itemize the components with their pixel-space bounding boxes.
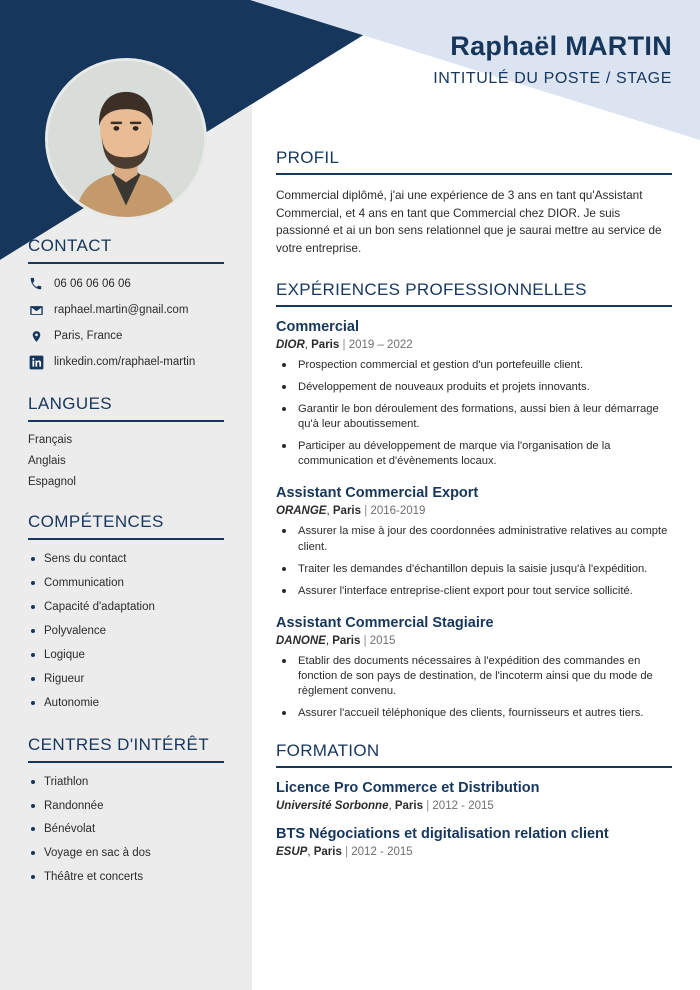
- langues-section: [28, 394, 224, 488]
- meta-separator: |: [342, 338, 346, 351]
- list-item: Randonnée: [28, 799, 224, 814]
- education-item: [276, 826, 672, 858]
- profile-photo-illustration: [48, 61, 204, 217]
- list-item: Assurer la mise à jour des coordonnées administrative relatives au compte client.: [276, 524, 672, 554]
- education-title: BTS Négociations et digitalisation relation client: [276, 826, 609, 843]
- candidate-name: Raphaël MARTIN: [450, 31, 672, 61]
- profil-text: Commercial diplômé, j'ai une expérience de 3 ans en tant qu'Assistant Commercial, et 4 ans en tant que Commercial chez DIOR. Je suis passionné et ai un bon sens relationnel que je saurai mettre au service de votre entreprise.: [276, 188, 662, 256]
- list-item: Logique: [28, 648, 224, 663]
- linkedin-icon: [28, 354, 44, 370]
- list-item: Garantir le bon déroulement des formations, aussi bien à leur démarrage qu'à leur aboutissement.: [276, 402, 672, 432]
- contact-section: [28, 236, 224, 370]
- experience-item: [276, 615, 672, 721]
- langues-heading: LANGUES: [28, 394, 224, 422]
- list-item: Autonomie: [28, 696, 224, 711]
- experience-meta: DANONE, Paris | 2015: [276, 634, 396, 647]
- list-item: Bénévolat: [28, 822, 224, 837]
- contact-phone-text: 06 06 06 06 06: [54, 278, 131, 290]
- experience-company: ORANGE: [276, 505, 327, 518]
- list-item: Rigueur: [28, 672, 224, 687]
- interets-heading: CENTRES D'INTÉRÊT: [28, 735, 224, 763]
- sidebar: [0, 236, 252, 909]
- list-item: Participer au développement de marque via l'organisation de la communication et d'évènements locaux.: [276, 439, 672, 469]
- education-school: Université Sorbonne: [276, 800, 389, 813]
- list-item: Voyage en sac à dos: [28, 846, 224, 861]
- profil-heading: PROFIL: [276, 148, 672, 175]
- education-meta: ESUP, Paris | 2012 - 2015: [276, 846, 413, 859]
- list-item: Triathlon: [28, 775, 224, 790]
- contact-item-location[interactable]: [28, 328, 224, 344]
- competences-heading: COMPÉTENCES: [28, 512, 224, 540]
- list-item: Prospection commercial et gestion d'un portefeuille client.: [276, 358, 672, 373]
- experience-bullets: [276, 654, 672, 721]
- list-item: Assurer l'accueil téléphonique des clients, fournisseurs et autres tiers.: [276, 706, 672, 721]
- experience-dates: 2019 – 2022: [348, 338, 413, 351]
- experience-city: Paris: [332, 634, 361, 647]
- experience-dates: 2016-2019: [370, 505, 426, 518]
- language-label: Anglais: [28, 455, 66, 467]
- experience-bullets: [276, 358, 672, 470]
- contact-item-phone[interactable]: [28, 276, 224, 292]
- experience-title: Commercial: [276, 318, 360, 335]
- contact-location-text: Paris, France: [54, 330, 123, 342]
- language-row: [28, 455, 224, 467]
- list-item: Théâtre et concerts: [28, 870, 224, 885]
- language-level-bar: [100, 478, 224, 487]
- experience-title: Assistant Commercial Export: [276, 485, 479, 502]
- education-meta: Université Sorbonne, Paris | 2012 - 2015: [276, 800, 494, 813]
- experience-city: Paris: [311, 338, 340, 351]
- experience-meta: ORANGE, Paris | 2016-2019: [276, 505, 426, 518]
- meta-separator: |: [345, 846, 349, 859]
- cv-header: [260, 30, 672, 88]
- formation-heading: FORMATION: [276, 741, 672, 768]
- phone-icon: [28, 276, 44, 292]
- formation-section: [276, 741, 672, 858]
- contact-item-email[interactable]: [28, 302, 224, 318]
- language-level-bar: [100, 457, 224, 466]
- language-label: Espagnol: [28, 476, 76, 488]
- interets-list: [28, 775, 224, 886]
- list-item: Assurer l'interface entreprise-client export pour tout service sollicité.: [276, 584, 672, 599]
- avatar: [45, 58, 207, 220]
- email-icon: [28, 302, 44, 318]
- list-item: Polyvalence: [28, 624, 224, 639]
- education-city: Paris: [394, 800, 423, 813]
- job-title-subtitle: INTITULÉ DU POSTE / STAGE: [433, 70, 672, 88]
- competences-list: [28, 552, 224, 711]
- experience-company: DIOR: [276, 338, 305, 351]
- education-city: Paris: [313, 846, 342, 859]
- experience-company: DANONE: [276, 634, 326, 647]
- contact-linkedin-text: linkedin.com/raphael-martin: [54, 356, 196, 368]
- language-label: Français: [28, 434, 73, 446]
- meta-separator: |: [426, 800, 430, 813]
- experience-bullets: [276, 524, 672, 598]
- list-item: Sens du contact: [28, 552, 224, 567]
- contact-item-linkedin[interactable]: [28, 354, 224, 370]
- contact-email-text: raphael.martin@gnail.com: [54, 304, 189, 316]
- profil-section: [276, 148, 672, 258]
- education-dates: 2012 - 2015: [432, 800, 494, 813]
- education-school: ESUP: [276, 846, 308, 859]
- list-item: Développement de nouveaux produits et projets innovants.: [276, 380, 672, 395]
- experience-item: [276, 485, 672, 598]
- interets-section: [28, 735, 224, 886]
- meta-separator: |: [364, 505, 368, 518]
- list-item: Capacité d'adaptation: [28, 600, 224, 615]
- list-item: Etablir des documents nécessaires à l'expédition des commandes en fonction de son pays de destination, de l'incoterm ainsi que du mode de règlement convenu.: [276, 654, 672, 699]
- experience-dates: 2015: [369, 634, 396, 647]
- language-row: [28, 434, 224, 446]
- meta-separator: |: [363, 634, 367, 647]
- language-row: [28, 476, 224, 488]
- education-title: Licence Pro Commerce et Distribution: [276, 780, 540, 797]
- location-pin-icon: [28, 328, 44, 344]
- experience-title: Assistant Commercial Stagiaire: [276, 614, 494, 631]
- experience-item: [276, 319, 672, 470]
- list-item: Communication: [28, 576, 224, 591]
- language-level-bar: [100, 436, 224, 445]
- main-column: [276, 148, 672, 878]
- experience-city: Paris: [332, 505, 362, 518]
- competences-section: [28, 512, 224, 711]
- education-item: [276, 780, 672, 812]
- contact-heading: CONTACT: [28, 236, 224, 264]
- education-dates: 2012 - 2015: [351, 846, 413, 859]
- list-item: Traiter les demandes d'échantillon depuis la saisie jusqu'à l'expédition.: [276, 562, 672, 577]
- experiences-heading: EXPÉRIENCES PROFESSIONNELLES: [276, 280, 672, 307]
- experiences-section: [276, 280, 672, 722]
- experience-meta: DIOR, Paris | 2019 – 2022: [276, 338, 413, 351]
